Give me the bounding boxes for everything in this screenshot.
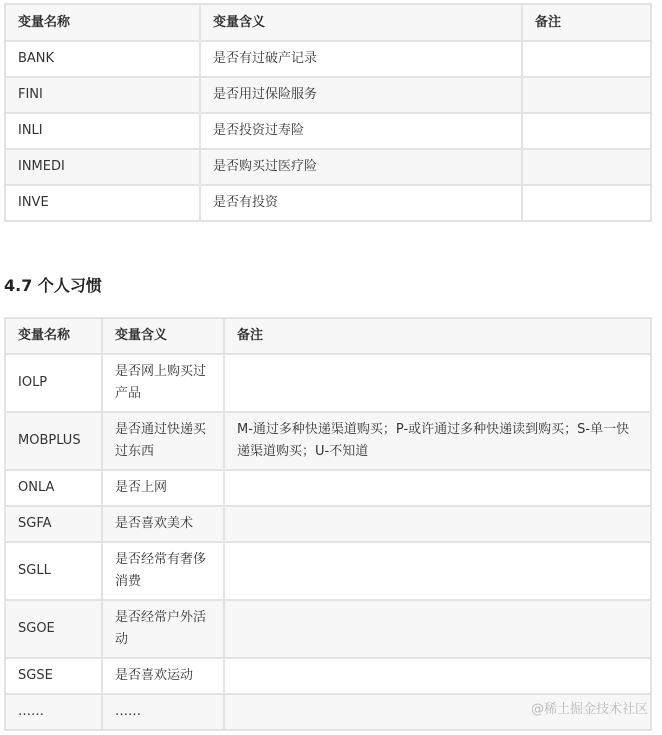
header-remarks: 备注 [522,4,651,41]
table-row [5,41,651,77]
cell-variable-meaning: 是否投资过寿险 [200,113,522,149]
cell-remarks [224,600,651,658]
table-row [5,77,651,113]
cell-variable-meaning: 是否有投资 [200,185,522,221]
cell-variable-name: FINI [5,77,200,113]
cell-variable-name: SGOE [5,600,102,658]
table-row [5,658,651,694]
table-row [5,694,651,730]
cell-variable-name: BANK [5,41,200,77]
cell-variable-name: INMEDI [5,149,200,185]
cell-variable-meaning: 是否经常户外活动 [102,600,224,658]
watermark: @稀土掘金技术社区 [530,702,648,717]
cell-variable-meaning: 是否喜欢美术 [102,506,224,542]
cell-remarks [224,694,651,730]
cell-remarks [224,470,651,506]
cell-remarks [224,542,651,600]
header-variable-name: 变量名称 [5,4,200,41]
table-row [5,600,651,658]
cell-remarks [224,506,651,542]
cell-remarks [522,113,651,149]
table-row [5,113,651,149]
cell-variable-meaning: 是否上网 [102,470,224,506]
variables-table-1 [4,3,652,222]
cell-variable-meaning: 是否有过破产记录 [200,41,522,77]
cell-variable-meaning: 是否购买过医疗险 [200,149,522,185]
cell-remarks: M-通过多种快递渠道购买；P-或许通过多种快递读到购买；S-单一快递渠道购买；U-不知道 [224,412,651,470]
table-header-row [5,4,651,41]
cell-variable-meaning: 是否网上购买过产品 [102,354,224,412]
cell-variable-name: …… [5,694,102,730]
table-row [5,470,651,506]
cell-remarks [522,185,651,221]
header-variable-meaning: 变量含义 [102,318,224,354]
table-row [5,506,651,542]
cell-variable-name: ONLA [5,470,102,506]
cell-variable-name: INVE [5,185,200,221]
table-row [5,412,651,470]
cell-remarks [522,41,651,77]
section-heading: 4.7 个人习惯 [4,276,102,295]
header-variable-name: 变量名称 [5,318,102,354]
table-row [5,542,651,600]
cell-variable-meaning: 是否经常有奢侈消费 [102,542,224,600]
cell-variable-name: SGFA [5,506,102,542]
cell-remarks [224,354,651,412]
cell-variable-name: IOLP [5,354,102,412]
cell-variable-name: MOBPLUS [5,412,102,470]
cell-variable-name: SGSE [5,658,102,694]
header-variable-meaning: 变量含义 [200,4,522,41]
cell-variable-name: INLI [5,113,200,149]
cell-variable-meaning: 是否喜欢运动 [102,658,224,694]
header-remarks: 备注 [224,318,651,354]
cell-variable-name: SGLL [5,542,102,600]
variables-table-2 [4,317,652,731]
table-row [5,149,651,185]
cell-remarks [522,77,651,113]
cell-remarks [224,658,651,694]
cell-variable-meaning: 是否用过保险服务 [200,77,522,113]
table-row [5,185,651,221]
cell-remarks [522,149,651,185]
cell-variable-meaning: 是否通过快递买过东西 [102,412,224,470]
cell-variable-meaning: …… [102,694,224,730]
table-header-row [5,318,651,354]
table-row [5,354,651,412]
